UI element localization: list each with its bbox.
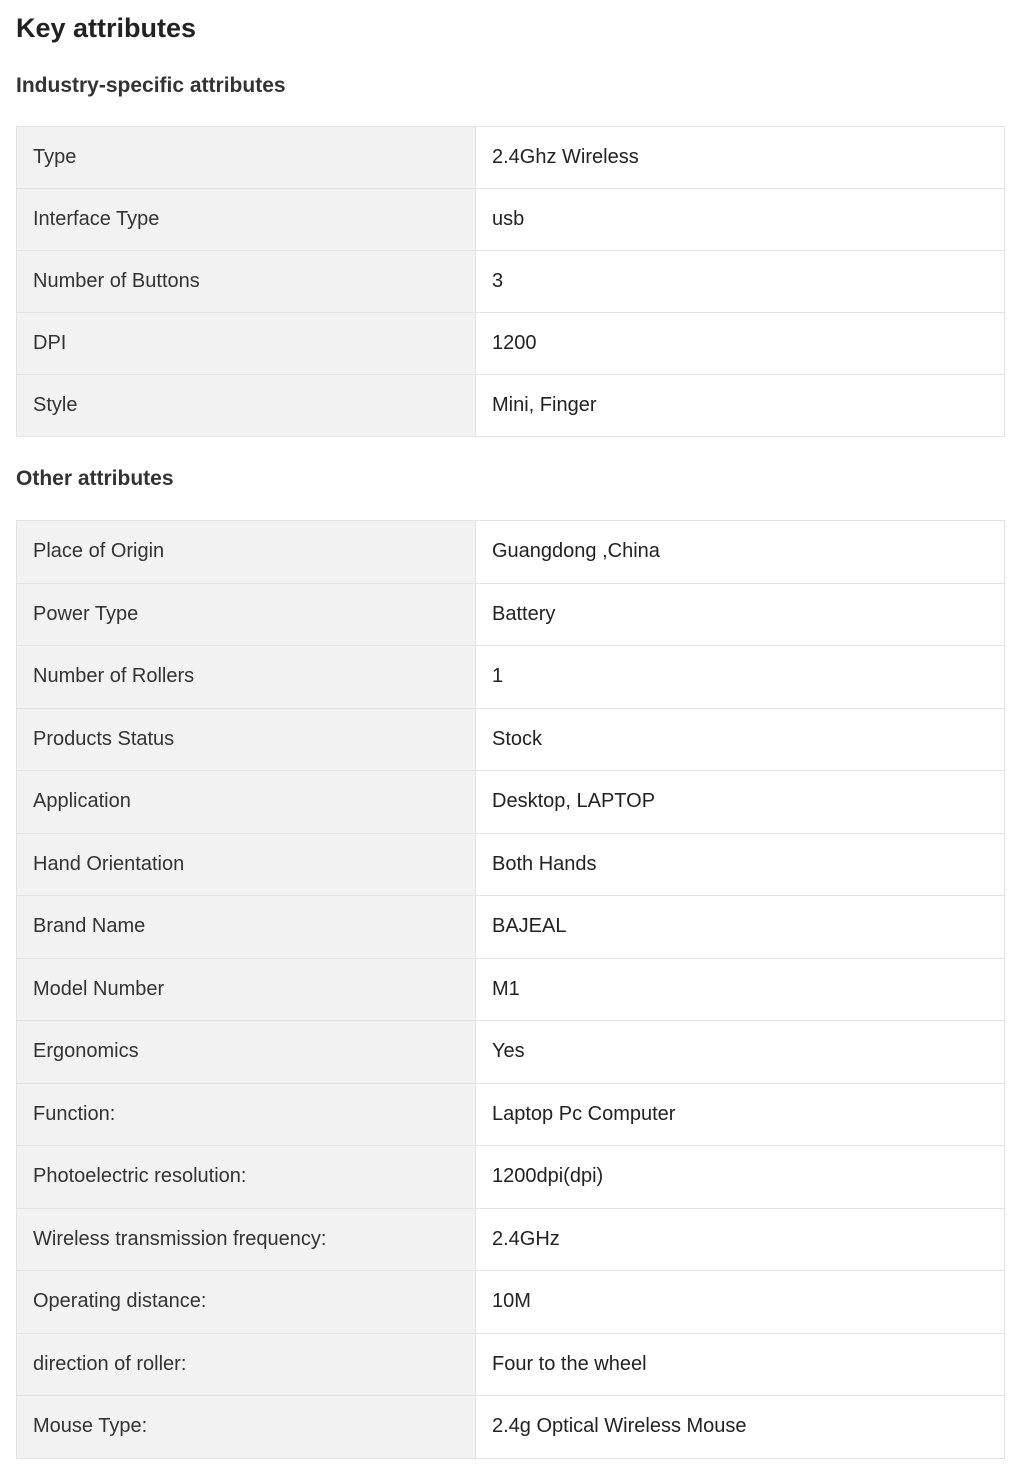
attribute-name: Interface Type — [17, 189, 476, 251]
attribute-value: Mini, Finger — [476, 375, 1005, 437]
attribute-name: Power Type — [17, 583, 476, 646]
attribute-name: Number of Buttons — [17, 251, 476, 313]
attribute-row — [17, 127, 1005, 189]
attribute-row — [17, 521, 1005, 584]
attribute-name: Ergonomics — [17, 1021, 476, 1084]
attribute-value: 2.4GHz — [476, 1208, 1005, 1271]
attribute-value: Stock — [476, 708, 1005, 771]
other-attributes-table — [16, 520, 1005, 1459]
attribute-name: Products Status — [17, 708, 476, 771]
attribute-value: Laptop Pc Computer — [476, 1083, 1005, 1146]
attribute-row — [17, 896, 1005, 959]
attribute-row — [17, 1208, 1005, 1271]
attribute-name: Style — [17, 375, 476, 437]
section-title-industry: Industry-specific attributes — [16, 74, 286, 97]
attribute-name: Photoelectric resolution: — [17, 1146, 476, 1209]
attribute-name: Brand Name — [17, 896, 476, 959]
attribute-row — [17, 189, 1005, 251]
attribute-value: Four to the wheel — [476, 1333, 1005, 1396]
attribute-name: Operating distance: — [17, 1271, 476, 1334]
attribute-name: Model Number — [17, 958, 476, 1021]
attribute-name: Application — [17, 771, 476, 834]
attribute-name: Hand Orientation — [17, 833, 476, 896]
section-title-other: Other attributes — [16, 467, 174, 490]
attribute-row — [17, 646, 1005, 709]
attribute-row — [17, 1083, 1005, 1146]
attribute-row — [17, 1396, 1005, 1459]
attribute-value: 1 — [476, 646, 1005, 709]
attribute-name: Function: — [17, 1083, 476, 1146]
page-title: Key attributes — [16, 13, 197, 43]
attribute-value: Both Hands — [476, 833, 1005, 896]
attribute-value: BAJEAL — [476, 896, 1005, 959]
attribute-row — [17, 375, 1005, 437]
attribute-row — [17, 583, 1005, 646]
attribute-name: Place of Origin — [17, 521, 476, 584]
attribute-row — [17, 833, 1005, 896]
attribute-name: DPI — [17, 313, 476, 375]
attribute-row — [17, 771, 1005, 834]
attribute-row — [17, 1021, 1005, 1084]
industry-attributes-table — [16, 126, 1005, 437]
attribute-value: 2.4Ghz Wireless — [476, 127, 1005, 189]
attribute-value: Guangdong ,China — [476, 521, 1005, 584]
attribute-name: Wireless transmission frequency: — [17, 1208, 476, 1271]
attribute-row — [17, 313, 1005, 375]
attribute-value: Yes — [476, 1021, 1005, 1084]
attribute-row — [17, 1146, 1005, 1209]
attribute-name: Number of Rollers — [17, 646, 476, 709]
attribute-row — [17, 1271, 1005, 1334]
attribute-value: usb — [476, 189, 1005, 251]
attribute-row — [17, 958, 1005, 1021]
attribute-value: Desktop, LAPTOP — [476, 771, 1005, 834]
attribute-value: 10M — [476, 1271, 1005, 1334]
attribute-value: M1 — [476, 958, 1005, 1021]
attribute-row — [17, 251, 1005, 313]
attribute-value: 1200 — [476, 313, 1005, 375]
attribute-row — [17, 708, 1005, 771]
attribute-value: Battery — [476, 583, 1005, 646]
attribute-row — [17, 1333, 1005, 1396]
attribute-name: Type — [17, 127, 476, 189]
attribute-value: 1200dpi(dpi) — [476, 1146, 1005, 1209]
attribute-value: 2.4g Optical Wireless Mouse — [476, 1396, 1005, 1459]
attribute-name: direction of roller: — [17, 1333, 476, 1396]
attribute-name: Mouse Type: — [17, 1396, 476, 1459]
attribute-value: 3 — [476, 251, 1005, 313]
